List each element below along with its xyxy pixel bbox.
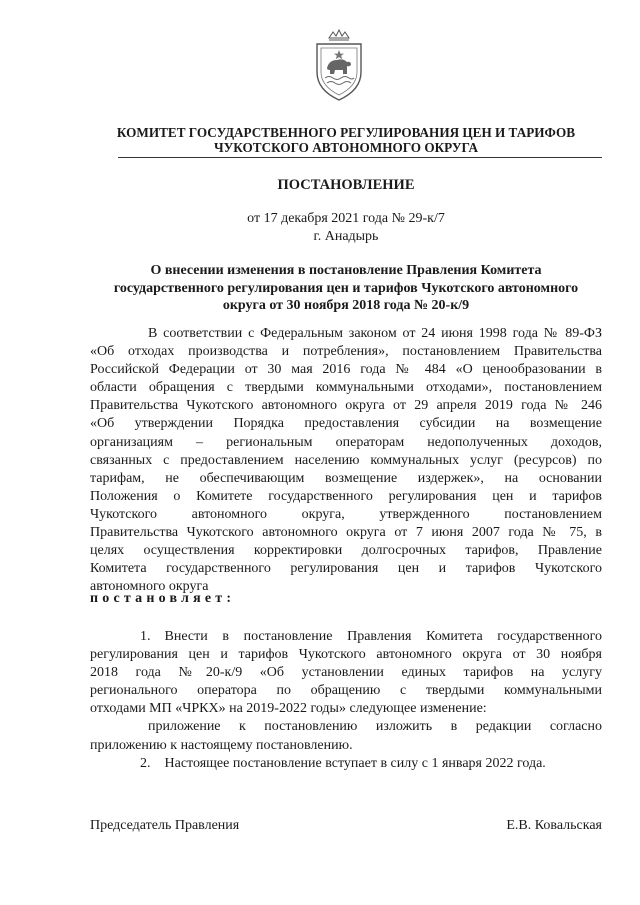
subject-line: государственного регулирования цен и тарифов Чукотского автономного [113,280,579,296]
clause-2: 2. Настоящее постановление вступает в силу с 1 января 2022 года. [140,755,546,771]
preamble-line: Российской Федерации от 30 мая 2016 года № 484 «О ценообразовании в [90,362,602,378]
document-place: г. Анадырь [313,229,379,244]
preamble-line: Положения о Комитете государственного регулирования цен и тарифов [90,488,602,504]
document-subject [90,262,602,315]
clause-1-line: регионального оператора по обращению с твердыми коммунальными [90,683,602,699]
preamble-line: тарифам, не обеспечивающим возмещение издержек», на основании [90,470,602,486]
clause-1-line: 1. Внести в постановление Правления Комитета государственного [140,629,602,644]
preamble-line: связанных с предоставлением населению коммунальных услуг (ресурсов) по [90,452,602,468]
org-name-line-1: КОМИТЕТ ГОСУДАРСТВЕННОГО РЕГУЛИРОВАНИЯ ЦЕН И ТАРИФОВ [116,125,576,140]
preamble-line: Правительства Чукотского автономного округа от 29 апреля 2019 года № 246 [90,398,602,414]
preamble-line: Чукотского автономного округа, утвержденного постановлением [90,506,602,522]
clause-1-line: отходами МП «ЧРКХ» на 2019-2022 годы» следующее изменение: [90,701,487,717]
preamble-line: В соответствии с Федеральным законом от 24 июня 1998 года № 89-ФЗ [148,326,602,341]
preamble-line: целях осуществления корректировки долгосрочных тарифов, Правление [90,543,602,559]
clause-1-sub-line: приложение к постановлению изложить в редакции согласно [148,719,602,735]
preamble-line: организациям – региональным операторам недополученных доходов, [90,434,602,450]
clause-1-sub-line: приложению к настоящему постановлению. [90,737,353,753]
subject-line: О внесении изменения в постановление Правления Комитета [150,263,542,278]
document-type-title: ПОСТАНОВЛЕНИЕ [277,177,415,193]
subject-line: округа от 30 ноября 2018 года № 20-к/9 [222,298,470,313]
header-divider [118,157,602,158]
clauses-section [90,628,602,773]
signatory-name: Е.В. Ковальская [506,818,602,833]
preamble-line: автономного округа [90,579,209,595]
preamble-line: Правительства Чукотского автономного округа от 7 июня 2007 года № 75, в [90,525,602,541]
signatory-role: Председатель Правления [90,818,240,833]
clause-1-line: 2018 года №20-к/9 «Об установлении единых тарифов на услугу [90,665,602,681]
org-name-line-2: ЧУКОТСКОГО АВТОНОМНОГО ОКРУГА [213,140,479,155]
coat-of-arms-emblem [303,28,375,104]
preamble-paragraph [90,325,602,596]
preamble-line: области обращения с твердыми коммунальными отходами», постановлением [90,380,602,396]
clause-1-line: регулирования цен и тарифов Чукотского автономного округа от 30 ноября [90,647,602,663]
document-date-number: от 17 декабря 2021 года № 29-к/7 [247,211,445,226]
decree-word: постановляет: [90,591,236,606]
preamble-line: «Об отходах производства и потребления», постановлением Правительства [90,344,602,360]
preamble-line: «Об утверждении Порядка предоставления субсидии на возмещение [90,416,602,432]
preamble-line: Комитета государственного регулирования цен и тарифов Чукотского [90,561,602,577]
